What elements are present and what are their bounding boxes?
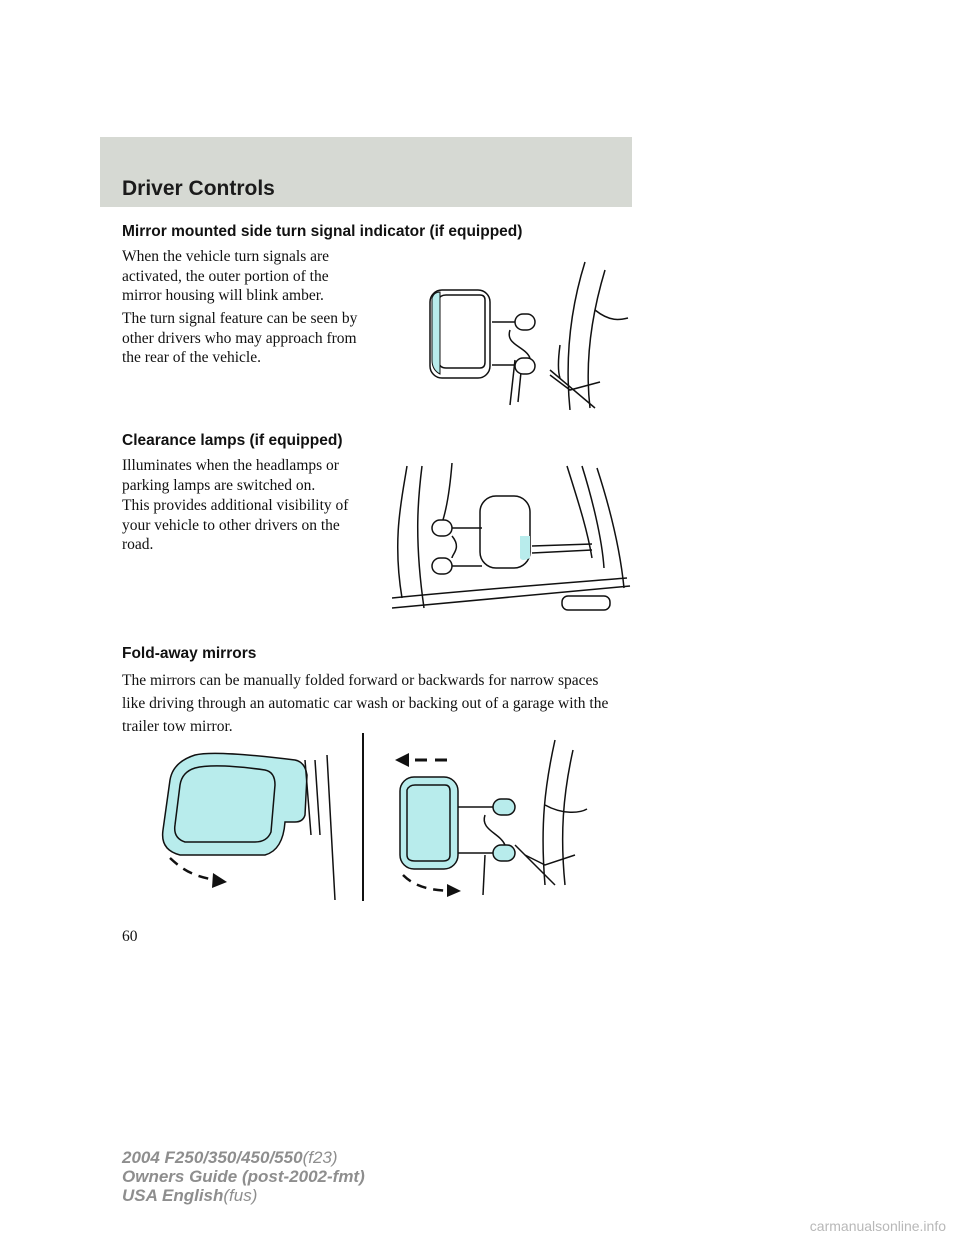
footer-document-info (122, 1148, 365, 1205)
footer-line-2: Owners Guide (post-2002-fmt) (122, 1167, 365, 1186)
watermark: carmanualsonline.info (809, 1218, 946, 1234)
header-band (100, 137, 632, 207)
footer-line-3: USA English(fus) (122, 1186, 258, 1205)
section-heading-turn-signal: Mirror mounted side turn signal indicator (if equipped) (122, 223, 523, 240)
turn-signal-mirror-illustration (410, 250, 630, 410)
footer-line-1: 2004 F250/350/450/550(f23) (122, 1148, 338, 1167)
section-heading-fold-away: Fold-away mirrors (122, 645, 257, 662)
section-heading-clearance-lamps: Clearance lamps (if equipped) (122, 432, 343, 449)
section-paragraph: The mirrors can be manually folded forward or backwards for narrow spaces like driving through an automatic car wash or backing out of a garage with the trailer tow mirror. (122, 672, 609, 735)
section-paragraph: This provides additional visibility of your vehicle to other drivers on the road. (122, 497, 349, 554)
clearance-lamp-mirror-illustration (392, 458, 632, 618)
page-number: 60 (122, 928, 138, 945)
section-paragraph: When the vehicle turn signals are activated, the outer portion of the mirror housing will blink amber. (122, 248, 330, 305)
page-title: Driver Controls (122, 177, 275, 200)
section-paragraph: The turn signal feature can be seen by other drivers who may approach from the rear of the vehicle. (122, 310, 358, 367)
section-paragraph: Illuminates when the headlamps or parking lamps are switched on. (122, 457, 339, 494)
fold-away-mirror-right-illustration (395, 735, 605, 900)
fold-away-mirror-left-illustration (155, 730, 345, 900)
figure-divider (362, 733, 364, 901)
